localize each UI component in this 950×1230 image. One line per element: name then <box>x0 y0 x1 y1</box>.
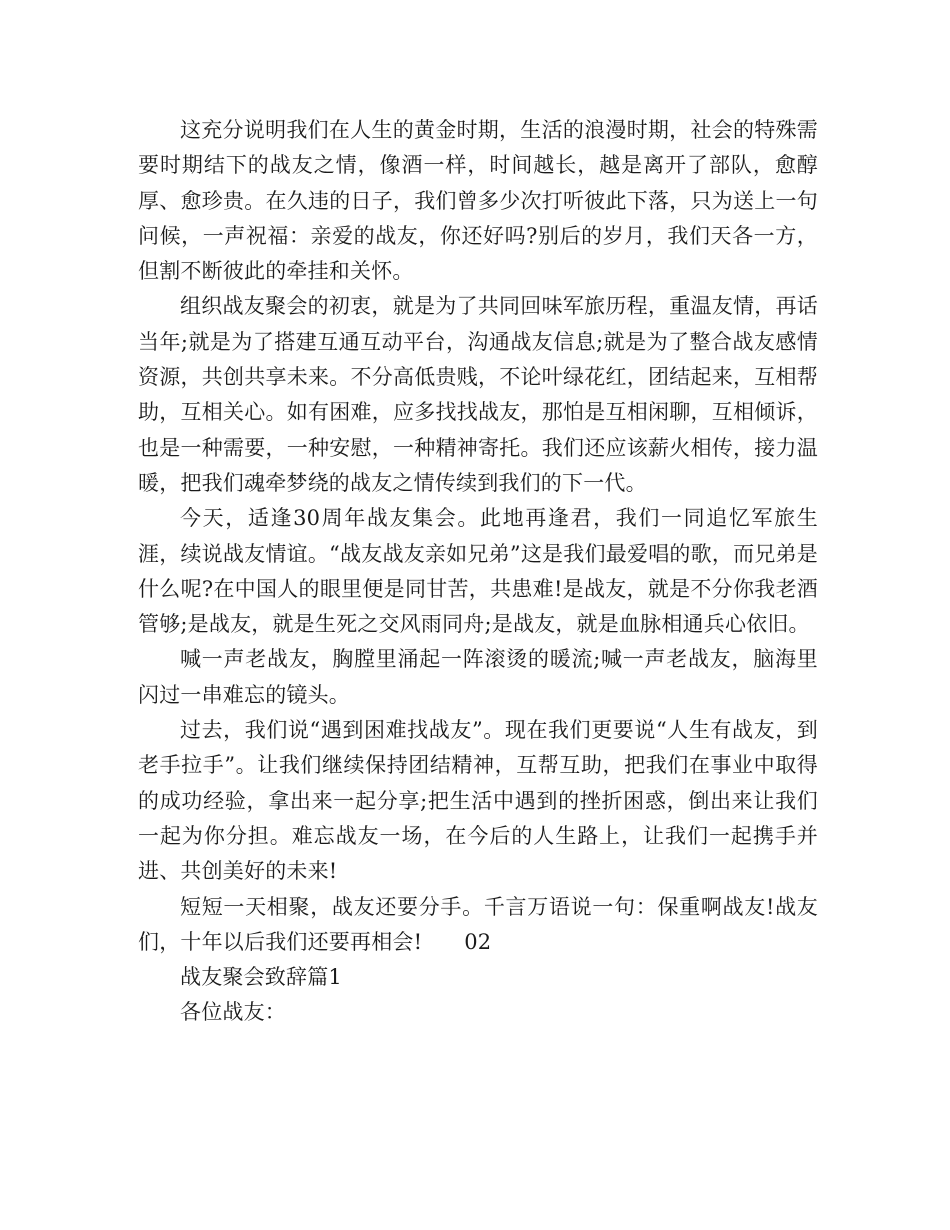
paragraph-5: 过去，我们说“遇到困难找战友”。现在我们更要说“人生有战友，到老手拉手”。让我们继续保持团结精神，互帮互助，把我们在事业中取得的成功经验，拿出来一起分享;把生活中遇到的挫折困惑，倒出来让我们一起为你分担。难忘战友一场，在今后的人生路上，让我们一起携手并进、共创美好的未来! <box>138 718 818 884</box>
section-title: 战友聚会致辞篇1 <box>180 965 342 990</box>
paragraph-6 <box>138 890 818 961</box>
paragraph-1: 这充分说明我们在人生的黄金时期，生活的浪漫时期，社会的特殊需要时期结下的战友之情，像酒一样，时间越长，越是离开了部队，愈醇厚、愈珍贵。在久违的日子，我们曾多少次打听彼此下落，只为送上一句问候，一声祝福：亲爱的战友，你还好吗?别后的岁月，我们天各一方，但割不断彼此的牵挂和关怀。 <box>138 118 818 284</box>
salutation: 各位战友： <box>180 1000 286 1025</box>
paragraph-4: 喊一声老战友，胸膛里涌起一阵滚烫的暖流;喊一声老战友，脑海里闪过一串难忘的镜头。 <box>138 647 818 707</box>
page-marker: 02 <box>464 929 492 954</box>
paragraph-6-text: 短短一天相聚，战友还要分手。千言万语说一句：保重啊战友!战友们，十年以后我们还要再相会! <box>138 894 818 954</box>
paragraph-2: 组织战友聚会的初衷，就是为了共同回味军旅历程，重温友情，再话当年;就是为了搭建互通互动平台，沟通战友信息;就是为了整合战友感情资源，共创共享未来。不分高低贵贱，不论叶绿花红，团结起来，互相帮助，互相关心。如有困难，应多找找战友，那怕是互相闲聊，互相倾诉，也是一种需要，一种安慰，一种精神寄托。我们还应该薪火相传，接力温暖，把我们魂牵梦绕的战友之情传续到我们的下一代。 <box>138 294 818 495</box>
document-body <box>138 113 818 1031</box>
paragraph-3: 今天，适逢30周年战友集会。此地再逢君，我们一同追忆军旅生涯，续说战友情谊。“战友战友亲如兄弟”这是我们最爱唱的歌，而兄弟是什么呢?在中国人的眼里便是同甘苦，共患难!是战友，就是不分你我老酒管够;是战友，就是生死之交风雨同舟;是战友，就是血脉相通兵心依旧。 <box>138 506 818 637</box>
